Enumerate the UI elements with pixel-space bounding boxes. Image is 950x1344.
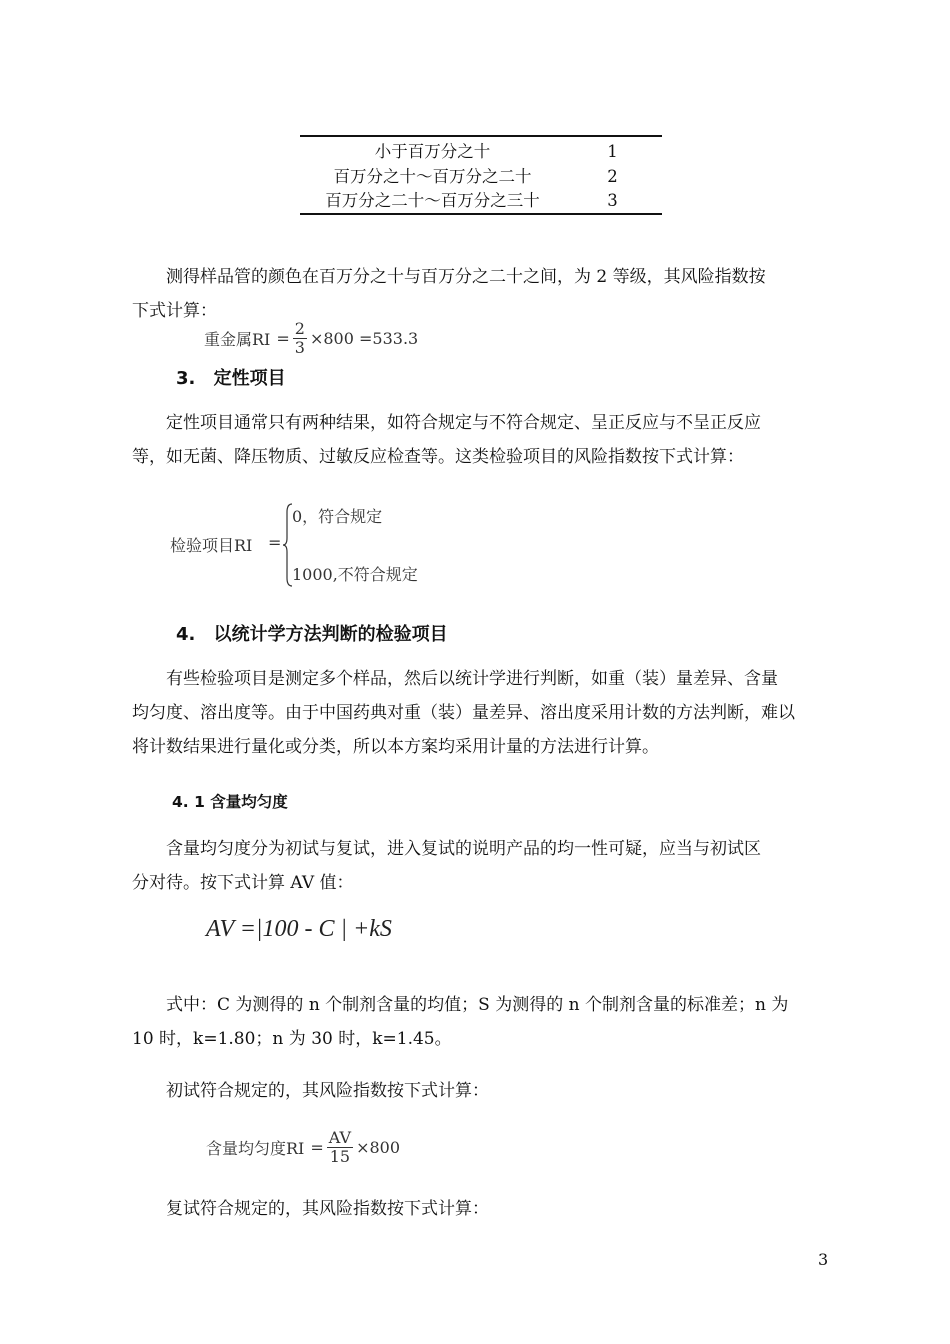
formula-rest: ×800 bbox=[356, 1137, 401, 1157]
paragraph-line: 式中：C 为测得的 n 个制剂含量的均值；S 为测得的 n 个制剂含量的标准差；n 为 bbox=[166, 995, 789, 1015]
subsection-heading-4-1: 4. 1 含量均匀度 bbox=[172, 793, 288, 811]
paragraph-uniformity bbox=[132, 832, 852, 900]
formula-uniformity bbox=[206, 1124, 400, 1170]
table-row bbox=[300, 139, 662, 165]
formula-fraction bbox=[327, 1129, 353, 1166]
paragraph-line: 下式计算： bbox=[132, 301, 217, 321]
section-heading-3 bbox=[176, 364, 286, 390]
paragraph-line: 定性项目通常只有两种结果，如符合规定与不符合规定、呈正反应与不呈正反应 bbox=[166, 413, 761, 433]
paragraph-initial-test bbox=[132, 1074, 852, 1108]
formula-fraction bbox=[293, 320, 307, 357]
formula-equals: = bbox=[268, 533, 282, 552]
fraction-denominator: 3 bbox=[294, 337, 305, 357]
case-pass: 0，符合规定 bbox=[292, 507, 383, 526]
section-title: 以统计学方法判断的检验项目 bbox=[213, 624, 448, 645]
page-number: 3 bbox=[818, 1250, 829, 1269]
paragraph-line: 等，如无菌、降压物质、过敏反应检查等。这类检验项目的风险指数按下式计算： bbox=[132, 447, 744, 467]
section-title: 定性项目 bbox=[213, 368, 286, 389]
table-cell-level: 3 bbox=[607, 191, 618, 210]
table-cell-range: 百万分之二十～百万分之三十 bbox=[325, 191, 540, 210]
paragraph-line: 测得样品管的颜色在百万分之十与百万分之二十之间，为 2 等级，其风险指数按 bbox=[166, 267, 766, 287]
formula-label: 含量均匀度RI bbox=[206, 1138, 305, 1158]
paragraph-where bbox=[132, 988, 852, 1056]
paragraph-line: 均匀度、溶出度等。由于中国药典对重（装）量差异、溶出度采用计数的方法判断，难以 bbox=[132, 703, 795, 723]
paragraph-qualitative bbox=[132, 406, 852, 474]
formula-rest: ×800 =533.3 bbox=[309, 328, 419, 348]
table-row bbox=[300, 164, 662, 190]
section-heading-4 bbox=[176, 620, 448, 646]
paragraph-line: 初试符合规定的，其风险指数按下式计算： bbox=[166, 1081, 489, 1101]
formula-av: AV =|100 - C | +kS bbox=[206, 916, 392, 942]
table-cell-range: 小于百万分之十 bbox=[374, 142, 491, 161]
paragraph-retest bbox=[132, 1192, 852, 1226]
formula-qualitative bbox=[170, 498, 470, 590]
grade-table bbox=[300, 134, 662, 216]
table-cell-range: 百万分之十～百万分之二十 bbox=[333, 167, 532, 186]
paragraph-line: 复试符合规定的，其风险指数按下式计算： bbox=[166, 1199, 489, 1219]
paragraph-line: 有些检验项目是测定多个样品，然后以统计学进行判断，如重（装）量差异、含量 bbox=[166, 669, 778, 689]
table-row bbox=[300, 188, 662, 214]
table-top-rule bbox=[300, 135, 662, 137]
paragraph-line: 含量均匀度分为初试与复试，进入复试的说明产品的均一性可疑，应当与初试区 bbox=[166, 839, 761, 859]
section-number: 4. bbox=[176, 624, 196, 645]
paragraph-line: 10 时，k=1.80；n 为 30 时，k=1.45。 bbox=[132, 1029, 452, 1049]
formula-label: 重金属RI bbox=[204, 329, 271, 349]
formula-equals: = bbox=[310, 1137, 324, 1157]
paragraph-statistical bbox=[132, 662, 852, 764]
table-cell-level: 1 bbox=[607, 142, 618, 161]
formula-heavy-metal bbox=[204, 316, 418, 360]
formula-label: 检验项目RI bbox=[170, 536, 253, 555]
table-cell-level: 2 bbox=[607, 167, 618, 186]
section-number: 3. bbox=[176, 368, 196, 389]
paragraph-line: 分对待。按下式计算 AV 值： bbox=[132, 873, 354, 893]
fraction-numerator: AV bbox=[328, 1127, 352, 1147]
case-fail: 1000,不符合规定 bbox=[292, 565, 418, 584]
table-bottom-rule bbox=[300, 213, 662, 215]
fraction-numerator: 2 bbox=[294, 318, 305, 338]
paragraph-line: 将计数结果进行量化或分类，所以本方案均采用计量的方法进行计算。 bbox=[132, 737, 659, 757]
formula-equals: = bbox=[276, 328, 290, 348]
fraction-denominator: 15 bbox=[329, 1146, 351, 1166]
